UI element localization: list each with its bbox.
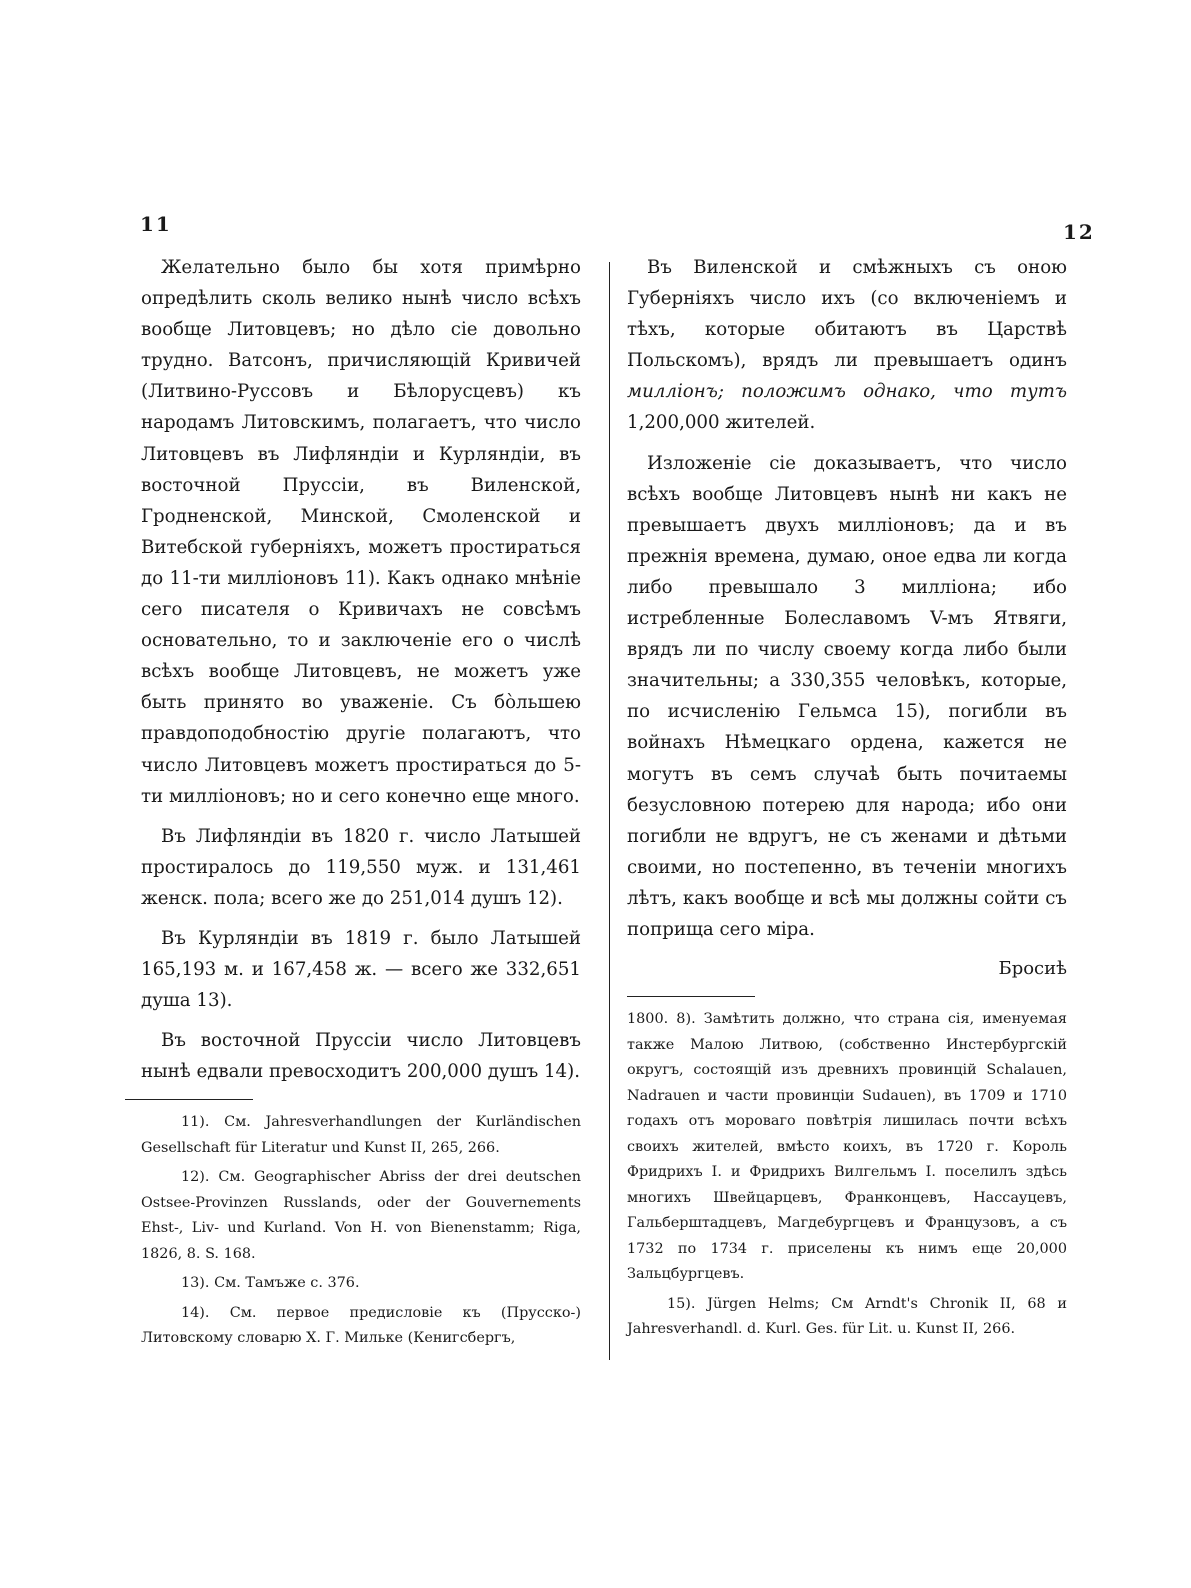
page-number-left: 11 (140, 212, 172, 236)
footnote-12: 12). См. Geographischer Abriss der drei deutschen Ostsee-Provinzen Russlands, oder der Gouvernements Ehst-, Liv- und Kurland. Von H. von Bienenstamm; Riga, 1826, 8. S. 168. (141, 1169, 581, 1262)
right-paragraph-1-italic: милліонъ; положимъ однако, что тутъ (627, 381, 1067, 403)
left-paragraph-4: Въ восточной Пруссіи число Литовцевъ нынѣ едвали превосходитъ 200,000 душъ 14). (141, 1030, 581, 1083)
right-paragraph-2: Изложеніе сіе доказываетъ, что число всѣхъ вообще Литовцевъ нынѣ ни какъ не превышаетъ двухъ милліоновъ; да и въ прежнія времена, думаю, оное едва ли когда либо превышало 3 милліона; ибо истребленные Болеславомъ V-мъ Ятвяги, врядъ ли по числу своему когда либо были значительны; а 330,355 человѣкъ, которые, по исчисленію Гельмса 15), погибли въ войнахъ Нѣмецкаго ордена, кажется не могутъ въ семъ случаѣ быть почитаемы безусловною потерею для народа; ибо они погибли не вдругъ, не съ женами и дѣтьми своими, но постепенно, въ теченіи многихъ лѣтъ, какъ вообще и всѣ мы должны сойти съ поприща сего міра. (627, 452, 1067, 940)
right-paragraph-1-start: Въ Виленской и смѣжныхъ съ оною Губерніяхъ число ихъ (со включеніемъ и тѣхъ, которые обитаютъ въ Царствѣ Польскомъ), врядъ ли превышаетъ одинъ (627, 257, 1067, 372)
footnote-rule-right (627, 996, 755, 997)
right-paragraph-1-end: 1,200,000 жителей. (627, 412, 816, 434)
author-signature: Бросиѣ (998, 958, 1067, 980)
column-divider (609, 262, 610, 1360)
footnote-15: 15). Jürgen Helms; См Arndt's Chronik II, 68 и Jahresverhandl. d. Kurl. Ges. für Lit. u. Kunst II, 266. (627, 1295, 1067, 1338)
footnote-11: 11). См. Jahresverhandlungen der Kurländischen Gesellschaft für Literatur und Kunst II, 265, 266. (141, 1114, 581, 1156)
left-paragraph-1: Желательно было бы хотя примѣрно опредѣлить сколь велико нынѣ число всѣхъ вообще Литовцевъ; но дѣло сіе довольно трудно. Ватсонъ, причисляющій Кривичей (Литвино-Руссовъ и Бѣлорусцевъ) къ народамъ Литовскимъ, полагаетъ, что число Литовцевъ въ Лифляндіи и Курляндіи, въ восточной Пруссіи, въ Виленской, Гродненской, Минской, Смоленской и Витебской губерніяхъ, можетъ простираться до 11-ти милліоновъ 11). Какъ однако мнѣніе сего писателя о Кривичахъ не совсѣмъ основательно, то и заключеніе его о числѣ всѣхъ вообще Литовцевъ, не можетъ уже быть принято во уваженіе. Съ бо̀льшею правдоподобностію другіе полагаютъ, что число Литовцевъ можетъ простираться до 5-ти милліоновъ; но и сего конечно еще много. (141, 257, 581, 807)
page-number-right: 12 (1063, 220, 1095, 244)
left-paragraph-2: Въ Лифляндіи въ 1820 г. число Латышей простиралось до 119,550 муж. и 131,461 женск. пола; всего же до 251,014 душъ 12). (141, 825, 581, 909)
footnote-14: 14). См. первое предисловіе къ (Прусско-) Литовскому словарю Х. Г. Мильке (Кенигсбергъ, (141, 1304, 581, 1347)
footnote-14-continued: 1800. 8). Замѣтить должно, что страна сія, именуемая также Малою Литвою, (собственно Инстербургскій округъ, состоящій изъ древнихъ провинцій Schalauen, Nadrauen и части провинціи Sudauen), въ 1709 и 1710 годахъ отъ мороваго повѣтрія лишилась почти всѣхъ своихъ жителей, вмѣсто коихъ, въ 1720 г. Король Фридрихъ I. и Фридрихъ Вилгельмъ I. поселилъ здѣсь многихъ Швейцарцевъ, Франконцевъ, Нассауцевъ, Гальберштадцевъ, Магдебургцевъ и Французовъ, а съ 1732 по 1734 г. приселены къ нимъ еще 20,000 Зальцбургцевъ. (627, 1011, 1067, 1283)
left-paragraph-3: Въ Курляндіи въ 1819 г. было Латышей 165,193 м. и 167,458 ж. — всего же 332,651 душа 13). (141, 927, 581, 1012)
right-paragraph-1 (627, 252, 1067, 439)
left-column (141, 252, 581, 1356)
footnote-13: 13). См. Тамъже с. 376. (181, 1275, 360, 1292)
right-column (627, 252, 1067, 1347)
footnote-rule-left (125, 1099, 253, 1100)
